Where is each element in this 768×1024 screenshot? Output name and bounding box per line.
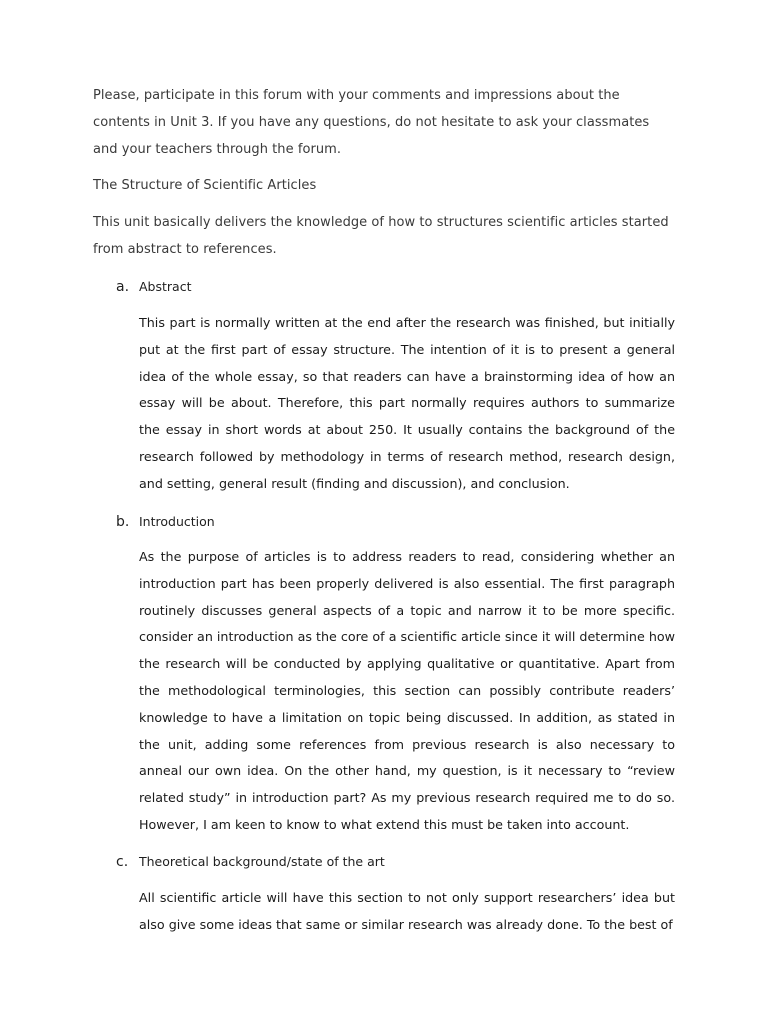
section-heading: Abstract (139, 279, 192, 294)
unit-summary-paragraph: This unit basically delivers the knowledge of how to structures scientific articles started from abstract to references. (93, 215, 669, 257)
document-title: The Structure of Scientific Articles (93, 178, 317, 193)
section-body: As the purpose of articles is to address readers to read, considering whether an introduction part has been properly delivered is also essential. The first paragraph routinely discusses general aspects of a topic and narrow it to be more specific. consider an introduction as the core of a scientific article since it will determine how the research will be conducted by applying qualitative or quantitative. Apart from the methodological terminologies, this section can possibly contribute readers’ knowledge to have a limitation on topic being discussed. In addition, as stated in the unit, adding some references from previous research is also necessary to anneal our own idea. On the other hand, my question, is it necessary to “review related study” in introduction part? As my previous research required me to do so. However, I am keen to know to what extend this must be taken into account. (139, 549, 675, 832)
section-marker: c. (116, 854, 129, 870)
section-heading: Introduction (139, 514, 215, 529)
section-body: This part is normally written at the end after the research was finished, but initially put at the first part of essay structure. The intention of it is to present a general idea of the whole essay, so that readers can have a brainstorming idea of how an essay will be about. Therefore, this part normally requires authors to summarize the essay in short words at about 250. It usually contains the background of the research followed by methodology in terms of research method, research design, and setting, general result (finding and discussion), and conclusion. (139, 315, 675, 491)
section-body: All scientific article will have this section to not only support researchers’ idea but also give some ideas that same or similar research was already done. To the best of (139, 890, 675, 932)
section-heading: Theoretical background/state of the art (139, 854, 385, 869)
forum-intro-paragraph: Please, participate in this forum with your comments and impressions about the contents in Unit 3. If you have any questions, do not hesitate to ask your classmates and your teachers through the forum. (93, 88, 650, 157)
section-marker: a. (116, 279, 130, 295)
section-marker: b. (116, 514, 130, 530)
